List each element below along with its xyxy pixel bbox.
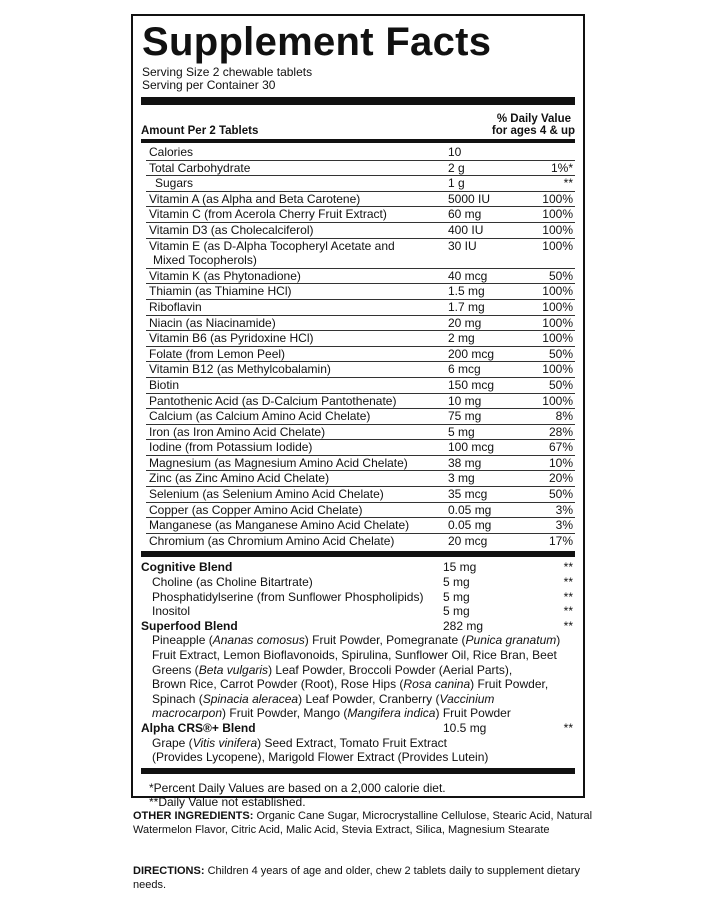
divider-mid — [141, 139, 575, 143]
nutrient-name — [146, 378, 448, 393]
nutrient-dv: 100% — [542, 207, 573, 222]
alpha-blend-row — [141, 721, 575, 736]
nutrient-amount: 40 mcg — [448, 268, 488, 283]
nutrient-dv: 8% — [555, 409, 573, 424]
nutrient-dv: 100% — [542, 284, 573, 299]
nutrient-name-text: Chromium (as Chromium Amino Acid Chelate) — [149, 533, 395, 548]
nutrient-amount: 1.7 mg — [448, 299, 485, 314]
alpha-ingredients — [141, 736, 572, 765]
nutrient-row — [146, 471, 575, 487]
cognitive-item-name: Choline (as Choline Bitartrate) — [152, 575, 313, 590]
nutrient-amount: 38 mg — [448, 455, 482, 470]
nutrient-name — [146, 331, 448, 346]
nutrient-dv: 100% — [542, 315, 573, 330]
nutrient-row — [146, 239, 575, 269]
cognitive-blend-amount: 15 mg — [443, 560, 477, 575]
nutrient-dv: 67% — [548, 440, 573, 455]
cognitive-item-amount: 5 mg — [443, 604, 470, 619]
nutrient-dv: 100% — [542, 331, 573, 346]
nutrient-name — [146, 347, 448, 362]
nutrient-amount: 0.05 mg — [448, 518, 492, 533]
nutrient-dv: ** — [563, 176, 573, 191]
superfood-blend-row — [141, 619, 575, 634]
nutrient-row — [146, 456, 575, 472]
nutrient-name — [146, 284, 448, 299]
nutrient-name-text: Iodine (from Potassium Iodide) — [149, 440, 313, 455]
nutrient-name-text: Magnesium (as Magnesium Amino Acid Chelate) — [149, 455, 408, 470]
nutrient-name — [146, 487, 448, 502]
cognitive-blend-item — [141, 590, 575, 605]
blends-section — [141, 560, 575, 764]
nutrient-name-text: Riboflavin — [149, 299, 202, 314]
nutrient-row — [146, 207, 575, 223]
footnotes — [141, 777, 575, 809]
nutrient-name-text: Vitamin B6 (as Pyridoxine HCl) — [149, 331, 314, 346]
nutrient-row — [146, 378, 575, 394]
nutrient-amount: 3 mg — [448, 471, 475, 486]
nutrient-row — [146, 145, 575, 161]
cognitive-item-dv: ** — [563, 575, 573, 590]
nutrient-amount: 5000 IU — [448, 191, 491, 206]
nutrient-amount: 35 mcg — [448, 487, 488, 502]
nutrient-row — [146, 425, 575, 441]
nutrient-row — [146, 192, 575, 208]
nutrient-amount: 2 g — [448, 160, 465, 175]
nutrient-amount: 2 mg — [448, 331, 475, 346]
nutrient-dv: 20% — [548, 471, 573, 486]
other-ingredients-text: Organic Cane Sugar, Microcrystalline Cellulose, Stearic Acid, Natural Watermelon Flavor, Citric Acid, Malic Acid, Stevia Extract, Silica, Magnesium Stearate — [133, 810, 593, 836]
superfood-blend-name: Superfood Blend — [141, 618, 238, 633]
nutrient-table — [146, 145, 575, 548]
nutrient-name — [146, 192, 448, 207]
nutrient-dv: 50% — [548, 346, 573, 361]
cognitive-blend-item — [141, 575, 575, 590]
nutrient-name-text: Thiamin (as Thiamine HCl) — [149, 284, 292, 299]
nutrient-dv: 17% — [548, 533, 573, 548]
supplement-facts-panel — [131, 14, 585, 809]
nutrient-name-text: Manganese (as Manganese Amino Acid Chelate) — [149, 518, 410, 533]
ingredient-line: macrocarpon) Fruit Powder, Mango (Mangifera indica) Fruit Powder — [152, 706, 511, 721]
nutrient-row — [146, 534, 575, 549]
nutrient-name-continued: Mixed Tocopherols) — [153, 253, 257, 268]
nutrient-row — [146, 176, 575, 192]
nutrient-dv: 100% — [542, 191, 573, 206]
superfood-blend-dv: ** — [563, 618, 573, 633]
nutrient-name-text: Zinc (as Zinc Amino Acid Chelate) — [149, 471, 330, 486]
nutrient-name — [146, 207, 448, 222]
ingredient-line: (Provides Lycopene), Marigold Flower Extract (Provides Lutein) — [152, 750, 489, 765]
nutrient-dv: 50% — [548, 487, 573, 502]
superfood-blend-amount: 282 mg — [443, 618, 484, 633]
nutrient-amount: 0.05 mg — [448, 502, 492, 517]
cognitive-blend-dv: ** — [563, 560, 573, 575]
nutrient-name-text: Selenium (as Selenium Amino Acid Chelate) — [149, 487, 384, 502]
nutrient-dv: 100% — [542, 238, 573, 253]
ingredient-line: Grape (Vitis vinifera) Seed Extract, Tomato Fruit Extract — [152, 735, 448, 750]
alpha-blend-dv: ** — [563, 720, 573, 735]
cognitive-item-dv: ** — [563, 589, 573, 604]
ingredient-line: Pineapple (Ananas comosus) Fruit Powder, Pomegranate (Punica granatum) — [152, 633, 561, 648]
nutrient-name-text: Vitamin E (as D-Alpha Tocopheryl Acetate and — [149, 238, 395, 253]
nutrient-dv: 1%* — [550, 160, 573, 175]
nutrient-name-text: Folate (from Lemon Peel) — [149, 346, 286, 361]
directions — [133, 864, 593, 892]
nutrient-row — [146, 362, 575, 378]
nutrient-row — [146, 223, 575, 239]
nutrient-name — [146, 394, 448, 409]
nutrient-amount: 200 mcg — [448, 346, 495, 361]
nutrient-name — [146, 239, 448, 268]
nutrient-name-text: Vitamin B12 (as Methylcobalamin) — [149, 362, 331, 377]
nutrient-name-text: Iron (as Iron Amino Acid Chelate) — [149, 424, 326, 439]
nutrient-row — [146, 284, 575, 300]
dv-header — [492, 113, 575, 137]
nutrient-row — [146, 487, 575, 503]
nutrient-dv: 100% — [542, 222, 573, 237]
nutrient-name-text: Pantothenic Acid (as D-Calcium Pantothenate) — [149, 393, 397, 408]
servings-per-container: Serving per Container 30 — [142, 78, 276, 92]
nutrient-name — [146, 362, 448, 377]
nutrient-name — [146, 471, 448, 486]
dv-header-line1: % Daily Value — [496, 113, 571, 125]
nutrient-amount: 20 mg — [448, 315, 482, 330]
other-ingredients — [133, 809, 593, 837]
nutrient-row — [146, 331, 575, 347]
nutrient-name-text: Calcium (as Calcium Amino Acid Chelate) — [149, 409, 371, 424]
nutrient-name — [146, 518, 448, 533]
panel-title: Supplement Facts — [142, 20, 492, 64]
nutrient-name-text: Vitamin A (as Alpha and Beta Carotene) — [149, 191, 361, 206]
nutrient-name — [146, 316, 448, 331]
nutrient-amount: 30 IU — [448, 238, 477, 253]
nutrient-row — [146, 161, 575, 177]
nutrient-dv: 3% — [555, 502, 573, 517]
nutrient-amount: 1 g — [448, 176, 465, 191]
nutrient-name — [146, 176, 448, 191]
nutrient-row — [146, 409, 575, 425]
cognitive-item-name: Phosphatidylserine (from Sunflower Phospholipids) — [152, 589, 424, 604]
nutrient-row — [146, 440, 575, 456]
footnote-not-established: **Daily Value not established. — [149, 794, 306, 809]
nutrient-dv: 10% — [548, 455, 573, 470]
cognitive-item-amount: 5 mg — [443, 589, 470, 604]
nutrient-amount: 1.5 mg — [448, 284, 485, 299]
serving-size: Serving Size 2 chewable tablets — [142, 65, 313, 79]
ingredient-line: Brown Rice, Carrot Powder (Root), Rose Hips (Rosa canina) Fruit Powder, — [152, 677, 549, 692]
alpha-blend-amount: 10.5 mg — [443, 720, 487, 735]
alpha-blend-name: Alpha CRS®+ Blend — [141, 720, 256, 735]
nutrient-row — [146, 394, 575, 410]
cognitive-item-name: Inositol — [152, 604, 191, 619]
nutrient-row — [146, 316, 575, 332]
nutrient-amount: 10 mg — [448, 393, 482, 408]
dv-header-line2: for ages 4 & up — [491, 125, 575, 137]
nutrient-amount: 75 mg — [448, 409, 482, 424]
superfood-ingredients — [141, 633, 572, 721]
nutrient-amount: 100 mcg — [448, 440, 495, 455]
nutrient-name — [146, 223, 448, 238]
nutrient-name-text: Calories — [149, 145, 194, 159]
divider-footnotes — [141, 768, 575, 774]
nutrient-dv: 100% — [542, 393, 573, 408]
nutrient-amount: 400 IU — [448, 222, 484, 237]
nutrient-name-text: Vitamin D3 (as Cholecalciferol) — [149, 222, 314, 237]
cognitive-item-dv: ** — [563, 604, 573, 619]
nutrient-amount: 60 mg — [448, 207, 482, 222]
nutrient-name-text: Biotin — [149, 377, 180, 392]
ingredient-line: Fruit Extract, Lemon Bioflavonoids, Spirulina, Sunflower Oil, Rice Bran, Beet — [152, 648, 557, 662]
nutrient-dv: 100% — [542, 362, 573, 377]
nutrient-name-text: Sugars — [155, 176, 194, 191]
nutrient-dv: 28% — [548, 424, 573, 439]
nutrient-row — [146, 503, 575, 519]
amount-header: Amount Per 2 Tablets — [141, 125, 259, 137]
nutrient-name-text: Total Carbohydrate — [149, 160, 251, 175]
column-header — [141, 107, 575, 137]
cognitive-blend-item — [141, 604, 575, 619]
nutrient-dv — [528, 145, 575, 160]
nutrient-name — [146, 440, 448, 455]
nutrient-name — [146, 425, 448, 440]
nutrient-amount: 10 — [448, 145, 462, 159]
nutrient-dv: 100% — [542, 299, 573, 314]
nutrient-name — [146, 503, 448, 518]
cognitive-item-amount: 5 mg — [443, 575, 470, 590]
nutrient-name — [146, 300, 448, 315]
ingredient-line: Spinach (Spinacia aleracea) Leaf Powder, Cranberry (Vaccinium — [152, 691, 495, 706]
cognitive-blend-name: Cognitive Blend — [141, 560, 233, 575]
footnote-dv: *Percent Daily Values are based on a 2,000 calorie diet. — [149, 780, 446, 795]
nutrient-dv: 50% — [548, 268, 573, 283]
nutrient-dv: 3% — [555, 518, 573, 533]
nutrient-amount: 5 mg — [448, 424, 475, 439]
nutrient-name — [146, 534, 448, 549]
nutrient-amount: 150 mcg — [448, 377, 495, 392]
nutrient-name-text: Vitamin C (from Acerola Cherry Fruit Extract) — [149, 207, 387, 222]
divider-thick — [141, 97, 575, 105]
nutrient-name-text: Copper (as Copper Amino Acid Chelate) — [149, 502, 363, 517]
nutrient-row — [146, 518, 575, 534]
cognitive-blend-row — [141, 560, 575, 575]
nutrient-dv: 50% — [548, 377, 573, 392]
nutrient-name — [146, 409, 448, 424]
other-ingredients-label: OTHER INGREDIENTS: — [133, 810, 254, 822]
nutrient-name-text: Vitamin K (as Phytonadione) — [149, 268, 301, 283]
nutrient-row — [146, 347, 575, 363]
nutrient-amount: 6 mcg — [448, 362, 481, 377]
divider-blends — [141, 551, 575, 557]
directions-text: Children 4 years of age and older, chew 2 tablets daily to supplement dietary needs. — [133, 865, 580, 891]
cognitive-blend-items — [141, 575, 575, 619]
nutrient-name — [146, 145, 448, 160]
ingredient-line: Greens (Beta vulgaris) Leaf Powder, Broccoli Powder (Aerial Parts), — [152, 662, 513, 677]
nutrient-name-text: Niacin (as Niacinamide) — [149, 315, 276, 330]
nutrient-name — [146, 456, 448, 471]
nutrient-amount: 20 mcg — [448, 533, 488, 548]
nutrient-row — [146, 300, 575, 316]
nutrient-name — [146, 161, 448, 176]
nutrient-row — [146, 269, 575, 285]
nutrient-name — [146, 269, 448, 284]
directions-label: DIRECTIONS: — [133, 865, 205, 877]
